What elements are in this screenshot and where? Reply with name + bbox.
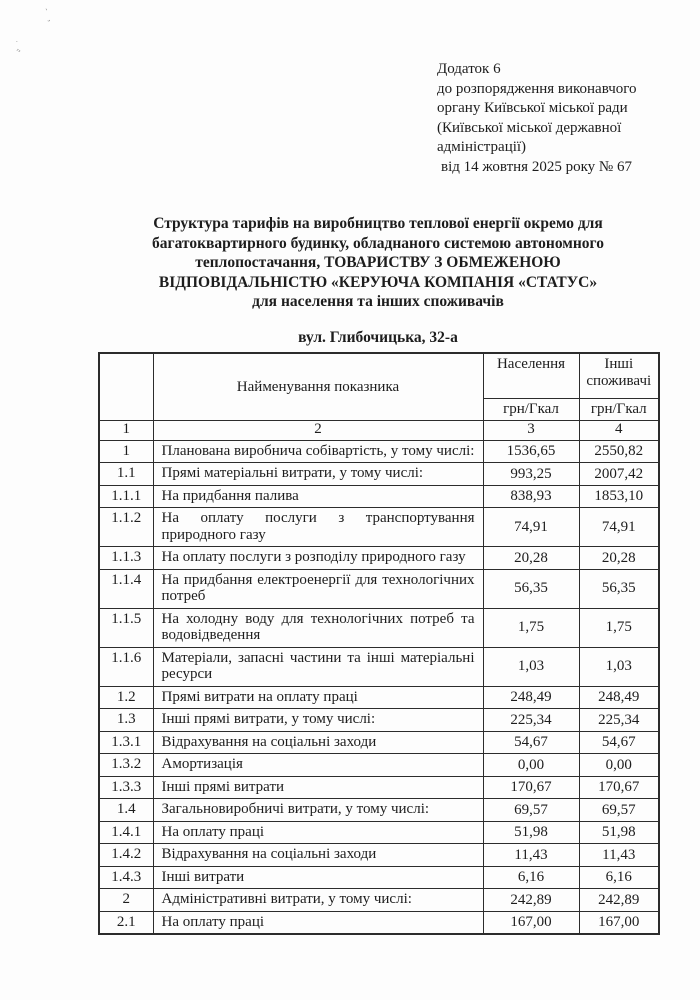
row-number-cell: 1.1.6 [99, 647, 153, 686]
row-number-cell: 1.3.2 [99, 754, 153, 777]
header-cell-indicator-name: Найменування показника [153, 353, 483, 420]
population-value-cell: 170,67 [483, 776, 579, 799]
scan-artifact-mark: ` [42, 6, 49, 18]
row-number-cell: 1.3.1 [99, 731, 153, 754]
appendix-line: адміністрації) [437, 139, 527, 155]
table-row [99, 485, 659, 508]
indicator-name-cell: Загальновиробничі витрати, у тому числі: [153, 799, 483, 822]
row-number-cell: 1 [99, 440, 153, 463]
indicator-name-cell: На оплату праці [153, 821, 483, 844]
document-title [92, 214, 664, 312]
appendix-line: органу Київської міської ради [437, 100, 628, 116]
other-consumers-value-cell: 20,28 [579, 547, 659, 570]
appendix-date-line: від 14 жовтня 2025 року № 67 [441, 158, 632, 175]
population-value-cell: 20,28 [483, 547, 579, 570]
population-value-cell: 1,03 [483, 647, 579, 686]
indicator-name-cell: Прямі витрати на оплату праці [153, 686, 483, 709]
title-line: багатоквартирного будинку, обладнаного системою автономного [152, 234, 604, 252]
document-address: вул. Глибочицька, 32-а [298, 329, 458, 346]
column-index-cell: 1 [99, 420, 153, 440]
indicator-name-cell: Інші прямі витрати [153, 776, 483, 799]
unit-cell-population: грн/Гкал [483, 399, 579, 421]
other-consumers-value-cell: 2550,82 [579, 440, 659, 463]
row-number-cell: 1.4 [99, 799, 153, 822]
population-value-cell: 242,89 [483, 889, 579, 912]
row-number-cell: 1.1.3 [99, 547, 153, 570]
table-row [99, 440, 659, 463]
column-index-row [99, 420, 659, 440]
indicator-name-cell: Інші витрати [153, 866, 483, 889]
row-number-cell: 1.3.3 [99, 776, 153, 799]
title-line: теплопостачання, ТОВАРИСТВУ З ОБМЕЖЕНОЮ [195, 254, 561, 271]
other-consumers-value-cell: 56,35 [579, 569, 659, 608]
row-number-cell: 1.1.4 [99, 569, 153, 608]
population-value-cell: 69,57 [483, 799, 579, 822]
scan-artifact-mark: ,, [15, 42, 26, 54]
other-consumers-value-cell: 225,34 [579, 709, 659, 732]
table-row [99, 821, 659, 844]
row-number-cell: 1.1.2 [99, 508, 153, 547]
appendix-line: (Київської міської державної [437, 119, 622, 136]
indicator-name-cell: На придбання палива [153, 485, 483, 508]
other-consumers-value-cell: 1853,10 [579, 485, 659, 508]
table-row [99, 709, 659, 732]
indicator-name-cell: Відрахування на соціальні заходи [153, 844, 483, 867]
column-index-cell: 3 [483, 420, 579, 440]
table-row [99, 799, 659, 822]
table-header-row [99, 353, 659, 399]
population-value-cell: 167,00 [483, 911, 579, 934]
other-consumers-value-cell: 170,67 [579, 776, 659, 799]
row-number-cell: 2 [99, 889, 153, 912]
table-row [99, 647, 659, 686]
population-value-cell: 74,91 [483, 508, 579, 547]
row-number-cell: 1.1.5 [99, 608, 153, 647]
indicator-name-cell: Амортизація [153, 754, 483, 777]
title-line: ВІДПОВІДАЛЬНІСТЮ «КЕРУЮЧА КОМПАНІЯ «СТАТУС» [158, 273, 598, 291]
title-line: Структура тарифів на виробництво теплової енергії окремо для [153, 215, 603, 232]
table-row [99, 866, 659, 889]
table-row [99, 569, 659, 608]
other-consumers-value-cell: 74,91 [579, 508, 659, 547]
other-consumers-value-cell: 1,75 [579, 608, 659, 647]
indicator-name-cell: На придбання електроенергії для технологічних потреб [153, 569, 483, 608]
header-cell-other-consumers: Інші споживачі [579, 353, 659, 399]
indicator-name-cell: На оплату послуги з розподілу природного газу [153, 547, 483, 570]
population-value-cell: 1,75 [483, 608, 579, 647]
appendix-block [437, 60, 685, 177]
population-value-cell: 1536,65 [483, 440, 579, 463]
population-value-cell: 993,25 [483, 463, 579, 486]
population-value-cell: 248,49 [483, 686, 579, 709]
indicator-name-cell: Відрахування на соціальні заходи [153, 731, 483, 754]
unit-cell-other-consumers: грн/Гкал [579, 399, 659, 421]
header-cell-empty [99, 353, 153, 420]
table-row [99, 889, 659, 912]
other-consumers-value-cell: 248,49 [579, 686, 659, 709]
table-row [99, 463, 659, 486]
table-row [99, 508, 659, 547]
tariff-table [98, 352, 660, 935]
table-row [99, 547, 659, 570]
population-value-cell: 225,34 [483, 709, 579, 732]
row-number-cell: 1.4.3 [99, 866, 153, 889]
row-number-cell: 1.2 [99, 686, 153, 709]
other-consumers-value-cell: 0,00 [579, 754, 659, 777]
table-row [99, 754, 659, 777]
indicator-name-cell: Інші прямі витрати, у тому числі: [153, 709, 483, 732]
population-value-cell: 56,35 [483, 569, 579, 608]
indicator-name-cell: На холодну воду для технологічних потреб та водовідведення [153, 608, 483, 647]
other-consumers-value-cell: 1,03 [579, 647, 659, 686]
indicator-name-cell: Адміністративні витрати, у тому числі: [153, 889, 483, 912]
table-row [99, 686, 659, 709]
row-number-cell: 1.4.1 [99, 821, 153, 844]
column-index-cell: 4 [579, 420, 659, 440]
population-value-cell: 11,43 [483, 844, 579, 867]
indicator-name-cell: Матеріали, запасні частини та інші матеріальні ресурси [153, 647, 483, 686]
column-index-cell: 2 [153, 420, 483, 440]
header-cell-population: Населення [483, 353, 579, 399]
row-number-cell: 2.1 [99, 911, 153, 934]
other-consumers-value-cell: 242,89 [579, 889, 659, 912]
row-number-cell: 1.1 [99, 463, 153, 486]
population-value-cell: 838,93 [483, 485, 579, 508]
indicator-name-cell: Прямі матеріальні витрати, у тому числі: [153, 463, 483, 486]
indicator-name-cell: На оплату послуги з транспортування природного газу [153, 508, 483, 547]
indicator-name-cell: На оплату праці [153, 911, 483, 934]
other-consumers-value-cell: 2007,42 [579, 463, 659, 486]
scan-artifact-mark: . [16, 36, 18, 44]
row-number-cell: 1.1.1 [99, 485, 153, 508]
population-value-cell: 0,00 [483, 754, 579, 777]
scan-artifact-mark: , [46, 15, 57, 23]
other-consumers-value-cell: 54,67 [579, 731, 659, 754]
appendix-line: до розпорядження виконавчого [437, 80, 637, 97]
title-line: для населення та інших споживачів [252, 293, 504, 310]
other-consumers-value-cell: 6,16 [579, 866, 659, 889]
table-row [99, 844, 659, 867]
indicator-name-cell: Планована виробнича собівартість, у тому числі: [153, 440, 483, 463]
row-number-cell: 1.3 [99, 709, 153, 732]
other-consumers-value-cell: 167,00 [579, 911, 659, 934]
table-row [99, 776, 659, 799]
population-value-cell: 6,16 [483, 866, 579, 889]
table-row [99, 911, 659, 934]
other-consumers-value-cell: 11,43 [579, 844, 659, 867]
appendix-line: Додаток 6 [437, 61, 501, 77]
other-consumers-value-cell: 51,98 [579, 821, 659, 844]
other-consumers-value-cell: 69,57 [579, 799, 659, 822]
table-row [99, 608, 659, 647]
tariff-table-body [99, 440, 659, 934]
population-value-cell: 51,98 [483, 821, 579, 844]
row-number-cell: 1.4.2 [99, 844, 153, 867]
population-value-cell: 54,67 [483, 731, 579, 754]
table-row [99, 731, 659, 754]
